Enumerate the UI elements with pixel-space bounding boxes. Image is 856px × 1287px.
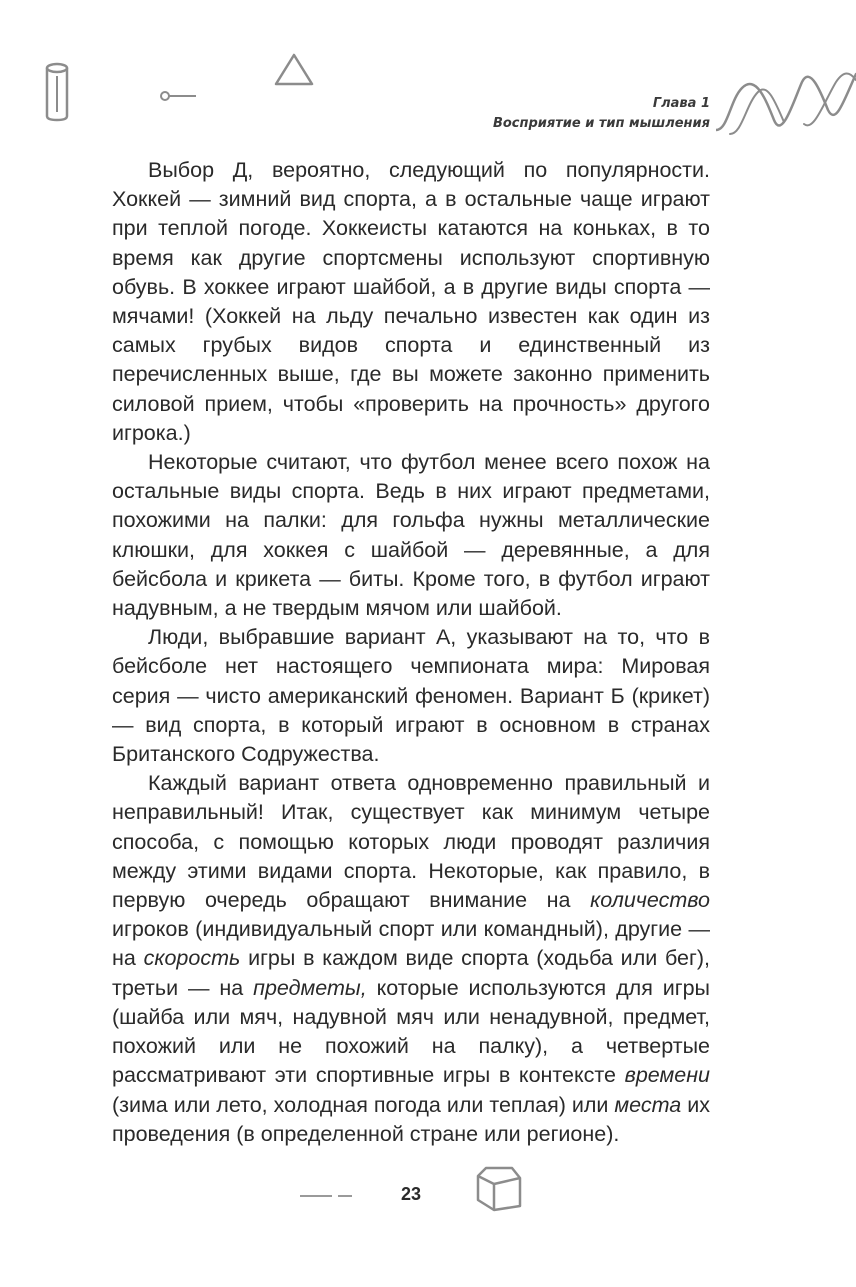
paragraph-text: игроков (индивидуальный спорт или командный), другие — на <box>112 917 710 971</box>
body-text <box>112 156 710 1149</box>
paragraph-3 <box>112 623 710 769</box>
cube-icon <box>472 1164 524 1214</box>
paragraph-text: игры в каждом виде спорта (ходьба или бег), третьи — на <box>112 946 710 1000</box>
paragraph-2 <box>112 448 710 623</box>
paragraph-text: которые используются для игры (шайба или мяч, надувной мяч или ненадувной, предмет, похожий или не похожий на палку), а четвертые рассматривают эти спортивные игры в контексте <box>112 975 710 1088</box>
page-number: 23 <box>400 1184 422 1204</box>
chapter-title: Восприятие и тип мышления <box>492 116 710 131</box>
emphasis-word: времени <box>624 1063 710 1088</box>
wave-icon <box>716 60 856 140</box>
footer-dash-short <box>338 1195 352 1197</box>
emphasis-word: предметы, <box>253 975 367 1000</box>
paragraph-text: Некоторые считают, что футбол менее всего похож на остальные виды спорта. Ведь в них играют предметами, похожими на палки: для гольфа нужны металлические клюшки, для хоккея с шайбой — деревянные, а для бейсбола и крикета — биты. Кроме того, в футбол играют надувным, а не твердым мячом или шайбой. <box>112 450 710 621</box>
cylinder-icon <box>42 62 72 124</box>
emphasis-word: количество <box>590 888 710 913</box>
paragraph-text: Выбор Д, вероятно, следующий по популярности. Хоккей — зимний вид спорта, а в остальные чаще играют при теплой погоде. Хоккеисты катаются на коньках, в то время как другие спортсмены используют спортивную обувь. В хоккее играют шайбой, а в другие виды спорта — мячами! (Хоккей на льду печально известен как один из самых грубых видов спорта и единственный из перечисленных выше, где вы можете законно применить силовой прием, чтобы «проверить на прочность» другого игрока.) <box>112 158 710 445</box>
circle-line-icon <box>158 88 198 104</box>
paragraph-1 <box>112 156 710 448</box>
chapter-number: Глава 1 <box>652 96 710 111</box>
emphasis-word: скорость <box>143 946 241 971</box>
paragraph-text: Люди, выбравшие вариант А, указывают на то, что в бейсболе нет настоящего чемпионата мира: Мировая серия — чисто американский феномен. Вариант Б (крикет) — вид спорта, в который играют в основном в странах Британского Содружества. <box>112 625 710 767</box>
paragraph-4 <box>112 769 710 1149</box>
emphasis-word: места <box>614 1092 682 1117</box>
footer-dash-long <box>300 1195 332 1197</box>
triangle-icon <box>272 52 316 88</box>
chapter-header <box>493 94 710 134</box>
paragraph-text: их проведения (в определенной стране или регионе). <box>112 1092 710 1146</box>
paragraph-text: (зима или лето, холодная погода или теплая) или <box>112 1092 615 1117</box>
paragraph-text: Каждый вариант ответа одновременно правильный и неправильный! Итак, существует как минимум четыре способа, с помощью которых люди проводят различия между этими видами спорта. Некоторые, как правило, в первую очередь обращают внимание на <box>112 771 710 913</box>
